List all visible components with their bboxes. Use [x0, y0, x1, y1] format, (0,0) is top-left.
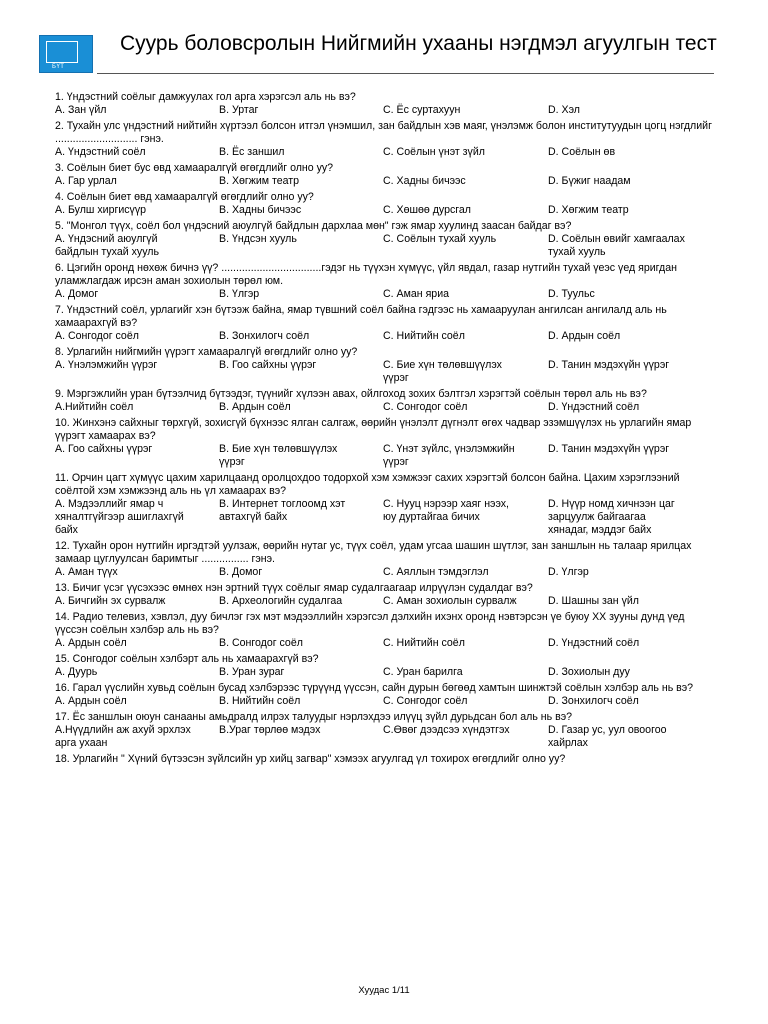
answer-option[interactable]: C. Соёлын үнэт зүйл [383, 146, 485, 158]
answer-option[interactable]: C. Нийтийн соёл [383, 330, 465, 342]
answer-option[interactable]: C. Сонгодог соёл [383, 695, 468, 707]
answer-option[interactable]: B. Интернет тоглоомд хэт автахгүй байх [219, 498, 346, 523]
question-item [55, 472, 715, 537]
question-stem: 11. Орчин цагт хүмүүс цахим харилцаанд оролцохдоо тодорхой хэм хэмжээг сахих хэрэгтэй болсон байна. Цахим хэрэглээний соёлтой хэм хэмжээнд аль нь үл хамаарах вэ? [55, 472, 680, 497]
answer-option[interactable]: D. Туульс [548, 288, 595, 300]
question-item [55, 388, 715, 414]
question-stem: 2. Тухайн улс үндэстний нийтийн хүртээл болсон итгэл үнэмшил, зан байдлын хэв маяг, үнэлэмж болон институтуудын цогц нэгдлийг ............................ гэнэ. [55, 120, 712, 145]
answer-option[interactable]: A. Мэдээллийг ямар ч хяналтгүйгээр ашиглахгүй байх [55, 498, 184, 536]
answer-option[interactable]: B.Ураг төрлөө мэдэх [219, 724, 321, 736]
answer-option[interactable]: D. Нүүр номд хичнээн цаг зарцуулж байгаагаа хянадаг, мэддэг байх [548, 498, 675, 536]
answer-option[interactable]: C. Ёс суртахуун [383, 104, 461, 116]
question-stem: 12. Тухайн орон нутгийн иргэдтэй уулзаж, өөрийн нутаг ус, түүх соёл, удам угсаа шашин шүтлэг, зан заншлын нь талаар ярилцах замаар цуглуулсан баримтыг ................ гэнэ. [55, 540, 692, 565]
answer-option[interactable]: D. Хөгжим театр [548, 204, 629, 216]
answer-option[interactable]: D. Соёлын өв [548, 146, 616, 158]
answer-options [55, 695, 715, 708]
answer-option[interactable]: C. Уран барилга [383, 666, 463, 678]
answer-option[interactable]: B. Зонхилогч соёл [219, 330, 310, 342]
answer-option[interactable]: B. Үлгэр [219, 288, 260, 300]
answer-options [55, 330, 715, 343]
question-stem: 4. Соёлын биет өвд хамааралгүй өгөгдлийг олно уу? [55, 191, 314, 203]
answer-option[interactable]: A.Нийтийн соёл [55, 401, 134, 413]
page-number: Хуудас 1/11 [358, 985, 410, 996]
answer-option[interactable]: A. Үндэстний соёл [55, 146, 146, 158]
question-stem: 16. Гарал үүслийн хувьд соёлын бусад хэлбэрээс түрүүнд үүссэн, сайн дурын бөгөөд хамтын шинжтэй соёлын хэлбэр аль нь вэ? [55, 682, 694, 694]
answer-option[interactable]: B. Бие хүн төлөвшүүлэх үүрэг [219, 443, 338, 468]
answer-option[interactable]: B. Уртаг [219, 104, 259, 116]
question-stem: 3. Соёлын биет бус өвд хамааралгүй өгөгдлийг олно уу? [55, 162, 334, 174]
answer-options [55, 443, 715, 469]
answer-option[interactable]: B. Уран зураг [219, 666, 285, 678]
question-stem: 18. Урлагийн " Хүний бүтээсэн зүйлсийн ур хийц загвар" хэмээх агуулгад үл тохирох өгөгдлийг олно уу? [55, 753, 566, 765]
logo [39, 35, 93, 73]
answer-options [55, 724, 715, 750]
answer-options [55, 595, 715, 608]
question-item [55, 91, 715, 117]
answer-option[interactable]: C. Аяллын тэмдэглэл [383, 566, 489, 578]
question-item [55, 304, 715, 343]
question-stem: 17. Ёс заншлын оюун санааны амьдралд илрэх талуудыг нэрлэхдээ илүүц зүйл дурьдсан бол аль нь вэ? [55, 711, 573, 723]
question-item [55, 582, 715, 608]
question-item [55, 653, 715, 679]
question-stem: 8. Урлагийн нийгмийн үүрэгт хамааралгүй өгөгдлийг олно уу? [55, 346, 358, 358]
answer-option[interactable]: C. Аман яриа [383, 288, 450, 300]
question-stem: 1. Үндэстний соёлыг дамжуулах гол арга хэрэгсэл аль нь вэ? [55, 91, 356, 103]
answer-option[interactable]: D. Танин мэдэхүйн үүрэг [548, 359, 670, 371]
question-item [55, 417, 715, 469]
answer-option[interactable]: B. Хөгжим театр [219, 175, 300, 187]
question-stem: 9. Мэргэжлийн уран бүтээлчид бүтээдэг, түүнийг хүлээн авах, ойлгоход зохих бэлтгэл хэрэгтэй соёлын төрөл аль нь вэ? [55, 388, 647, 400]
answer-option[interactable]: D. Үндэстний соёл [548, 401, 640, 413]
answer-option[interactable]: D. Зонхилогч соёл [548, 695, 639, 707]
answer-option[interactable]: A. Үндэсний аюулгүй байдлын тухай хууль [55, 233, 159, 258]
answer-option[interactable]: A. Гар урлал [55, 175, 117, 187]
answer-option[interactable]: C. Сонгодог соёл [383, 401, 468, 413]
answer-option[interactable]: B. Ёс заншил [219, 146, 285, 158]
answer-option[interactable]: D. Хэл [548, 104, 580, 116]
question-item [55, 540, 715, 579]
question-item [55, 262, 715, 301]
answer-option[interactable]: A.Нүүдлийн аж ахуй эрхлэх арга ухаан [55, 724, 191, 749]
answer-option[interactable]: A. Ардын соёл [55, 695, 127, 707]
question-item [55, 753, 715, 766]
answer-option[interactable]: D. Газар ус, уул овоогоо хайрлах [548, 724, 667, 749]
answer-options [55, 401, 715, 414]
answer-option[interactable]: C. Бие хүн төлөвшүүлэх үүрэг [383, 359, 502, 384]
answer-options [55, 175, 715, 188]
answer-option[interactable]: C. Үнэт зүйлс, үнэлэмжийн үүрэг [383, 443, 515, 468]
answer-option[interactable]: D. Соёлын өвийг хамгаалах тухай хууль [548, 233, 685, 258]
answer-option[interactable]: B. Археологийн судалгаа [219, 595, 343, 607]
answer-options [55, 204, 715, 217]
question-item [55, 162, 715, 188]
page-title: Суурь боловсролын Нийгмийн ухааны нэгдмэл агуулгын тест [120, 32, 717, 55]
answer-option[interactable]: C.Өвөг дээдсээ хүндэтгэх [383, 724, 510, 736]
answer-options [55, 498, 715, 537]
answer-option[interactable]: D. Ардын соёл [548, 330, 621, 342]
answer-option[interactable]: A. Аман түүх [55, 566, 118, 578]
question-stem: 15. Сонгодог соёлын хэлбэрт аль нь хамаарахгүй вэ? [55, 653, 319, 665]
answer-option[interactable]: C. Нууц нэрээр хаяг нээх, юу дуртайгаа бичих [383, 498, 509, 523]
question-item [55, 120, 715, 159]
answer-option[interactable]: C. Соёлын тухай хууль [383, 233, 497, 245]
question-item [55, 191, 715, 217]
answer-option[interactable]: B. Үндсэн хууль [219, 233, 297, 245]
question-stem: 14. Радио телевиз, хэвлэл, дуу бичлэг гэх мэт мэдээллийн хэрэгсэл дэлхийн ихэнх оронд нэвтэрсэн үе буюу XX зууны дунд үед үүссэн соёлын хэлбэр аль нь вэ? [55, 611, 685, 636]
answer-options [55, 566, 715, 579]
answer-option[interactable]: A. Дуурь [55, 666, 98, 678]
question-stem: 7. Үндэстний соёл, урлагийг хэн бүтээж байна, ямар түвшний соёл байна гэдгээс нь хамааруулан ангилсан ангилалд аль нь хамаарахгүй вэ? [55, 304, 667, 329]
answer-options [55, 359, 715, 385]
answer-options [55, 666, 715, 679]
answer-option[interactable]: A. Зан үйл [55, 104, 107, 116]
question-item [55, 346, 715, 385]
answer-option[interactable]: B. Нийтийн соёл [219, 695, 301, 707]
answer-option[interactable]: C. Хөшөө дурсгал [383, 204, 471, 216]
answer-option[interactable]: D. Бүжиг наадам [548, 175, 631, 187]
answer-option[interactable]: B. Ардын соёл [219, 401, 291, 413]
answer-options [55, 233, 715, 259]
answer-option[interactable]: A. Ардын соёл [55, 637, 127, 649]
answer-option[interactable]: B. Сонгодог соёл [219, 637, 303, 649]
question-item [55, 682, 715, 708]
answer-option[interactable]: C. Аман зохиолын сурвалж [383, 595, 517, 607]
question-stem: 10. Жинхэнэ сайхныг төрхгүй, зохисгүй бүхнээс ялган салгаж, өөрийн үнэлэлт дүгнэлт өгөх чадвар эзэмшүүлэх нь урлагийн ямар үүрэгт хамаарах вэ? [55, 417, 692, 442]
answer-option[interactable]: C. Нийтийн соёл [383, 637, 465, 649]
book-icon [46, 41, 78, 63]
answer-option[interactable]: B. Гоо сайхны үүрэг [219, 359, 317, 371]
answer-option[interactable]: A. Сонгодог соёл [55, 330, 139, 342]
answer-option[interactable]: A. Үнэлэмжийн үүрэг [55, 359, 158, 371]
answer-option[interactable]: D. Үндэстний соёл [548, 637, 640, 649]
header-divider [97, 73, 714, 74]
answer-option[interactable]: A. Домог [55, 288, 99, 300]
answer-option[interactable]: B. Хадны бичээс [219, 204, 302, 216]
answer-option[interactable]: D. Үлгэр [548, 566, 589, 578]
question-item [55, 611, 715, 650]
question-item [55, 220, 715, 259]
answer-option[interactable]: C. Хадны бичээс [383, 175, 466, 187]
answer-options [55, 288, 715, 301]
answer-option[interactable]: D. Зохиолын дуу [548, 666, 630, 678]
answer-option[interactable]: D. Шашны зан үйл [548, 595, 639, 607]
answer-option[interactable]: A. Бичгийн эх сурвалж [55, 595, 166, 607]
answer-option[interactable]: B. Домог [219, 566, 263, 578]
answer-options [55, 637, 715, 650]
question-stem: 13. Бичиг үсэг үүсэхээс өмнөх нэн эртний түүх соёлыг ямар судалгаагаар илрүүлэн судалдаг вэ? [55, 582, 533, 594]
answer-option[interactable]: A. Булш хиргисүүр [55, 204, 147, 216]
answer-options [55, 146, 715, 159]
logo-text: БҮТ [52, 64, 65, 70]
question-stem: 6. Цэгийн оронд нөхөж бичнэ үү? ..................................гэдэг нь түүхэн хүмүүс, үйл явдал, газар нутгийн тухай үеэс үед яригдан уламжлагдаж ирсэн аман зохиолын төрөл юм. [55, 262, 677, 287]
answer-option[interactable]: A. Гоо сайхны үүрэг [55, 443, 153, 455]
answer-options [55, 104, 715, 117]
answer-option[interactable]: D. Танин мэдэхүйн үүрэг [548, 443, 670, 455]
question-item [55, 711, 715, 750]
question-stem: 5. "Монгол түүх, соёл бол үндэсний аюулгүй байдлын дархлаа мөн" гэж ямар хуулинд заасан байдаг вэ? [55, 220, 572, 232]
question-list [55, 91, 715, 769]
